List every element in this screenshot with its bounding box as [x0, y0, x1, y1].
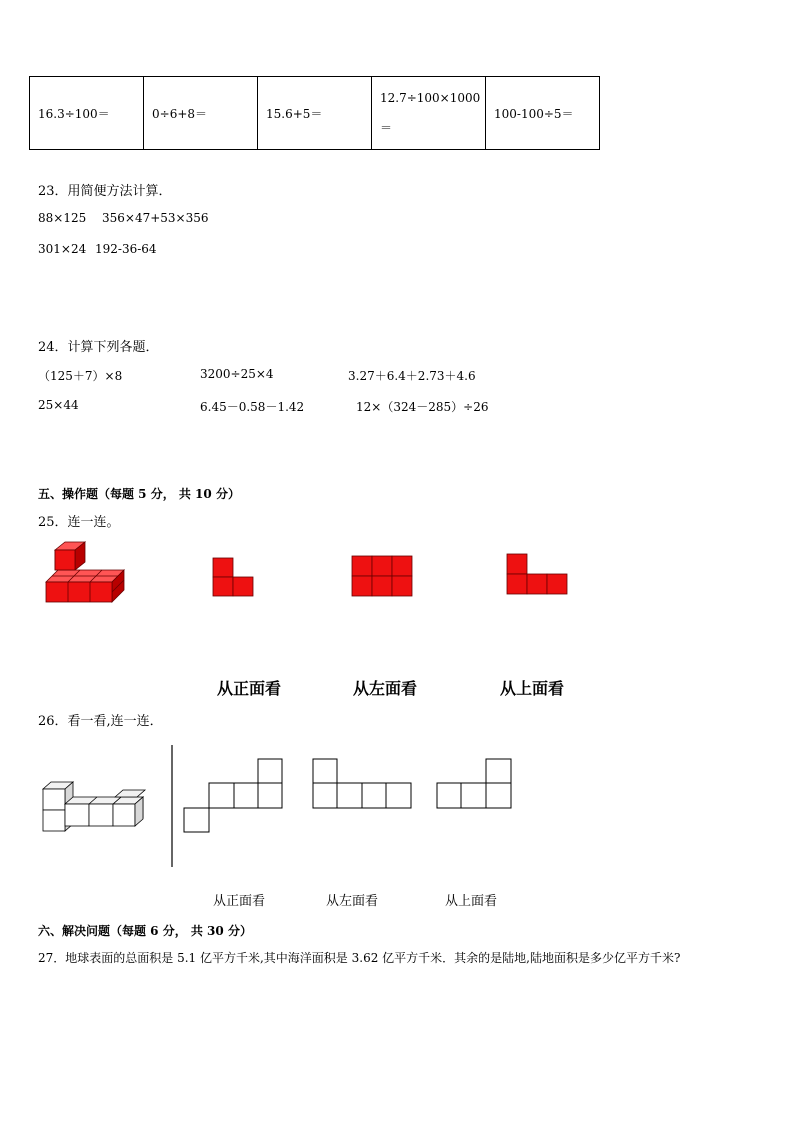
q26-label-left: 从左面看: [326, 894, 379, 909]
q25-label-top: 从上面看: [500, 679, 565, 698]
red-view-grid: [351, 555, 415, 599]
q24-expr: 6.45－0.58－1.42: [200, 400, 305, 414]
red-view-long-l: [506, 553, 570, 597]
cell-text: 12.7÷100×1000: [380, 90, 481, 105]
table-cell: [258, 77, 372, 150]
red-view-l-shape: [212, 557, 256, 599]
q27-text: 27．地球表面的总面积是 5.1 亿平方千米,其中海洋面积是 3.62 亿平方千米．其余的是陆地,陆地面积是多少亿平方千米?: [38, 951, 681, 965]
cell-text: 0÷6+8＝: [152, 106, 208, 121]
cell-text: 16.3÷100＝: [38, 106, 110, 121]
table-row: [30, 77, 600, 150]
cell-text: 15.6+5＝: [266, 106, 323, 121]
q23-expr: 356×47+53×356: [102, 211, 209, 225]
table-cell: [144, 77, 258, 150]
q24-expr: 12×（324－285）÷26: [356, 400, 489, 414]
q24-title: 24．计算下列各题．: [38, 340, 159, 355]
view-long-l-shape: [311, 758, 415, 812]
q25-label-front: 从正面看: [217, 679, 282, 698]
q26-title: 26．看一看,连一连．: [38, 714, 163, 729]
section-6-heading: 六、解决问题（每题 6 分， 共 30 分）: [38, 924, 252, 938]
vertical-divider: [170, 745, 174, 867]
gray-cube-solid-figure: [40, 780, 155, 836]
cell-text: 100-100÷5＝: [494, 106, 574, 121]
q26-label-top: 从上面看: [445, 894, 498, 909]
calc-table: [29, 76, 600, 150]
q23-expr: 301×24: [38, 242, 87, 256]
view-reverse-l-shape: [435, 758, 515, 812]
q23-expr: 88×125: [38, 211, 87, 225]
q26-label-front: 从正面看: [213, 894, 266, 909]
q25-title: 25．连一连。: [38, 515, 120, 530]
q23-expr: 192-36-64: [95, 242, 157, 256]
section-5-heading: 五、操作题（每题 5 分， 共 10 分）: [38, 487, 240, 501]
table-cell: [486, 77, 600, 150]
q25-label-left: 从左面看: [353, 679, 418, 698]
cell-text: ＝: [380, 120, 393, 135]
view-staircase-shape: [182, 758, 286, 836]
table-cell: [372, 77, 486, 150]
table-cell: [30, 77, 144, 150]
q23-title: 23．用简便方法计算．: [38, 184, 172, 199]
q24-expr: （125＋7）×8: [38, 369, 123, 383]
q24-expr: 3.27＋6.4＋2.73＋4.6: [348, 369, 476, 383]
q24-expr: 3200÷25×4: [200, 367, 274, 381]
q24-expr: 25×44: [38, 398, 79, 412]
red-cube-solid-figure: [40, 540, 130, 606]
